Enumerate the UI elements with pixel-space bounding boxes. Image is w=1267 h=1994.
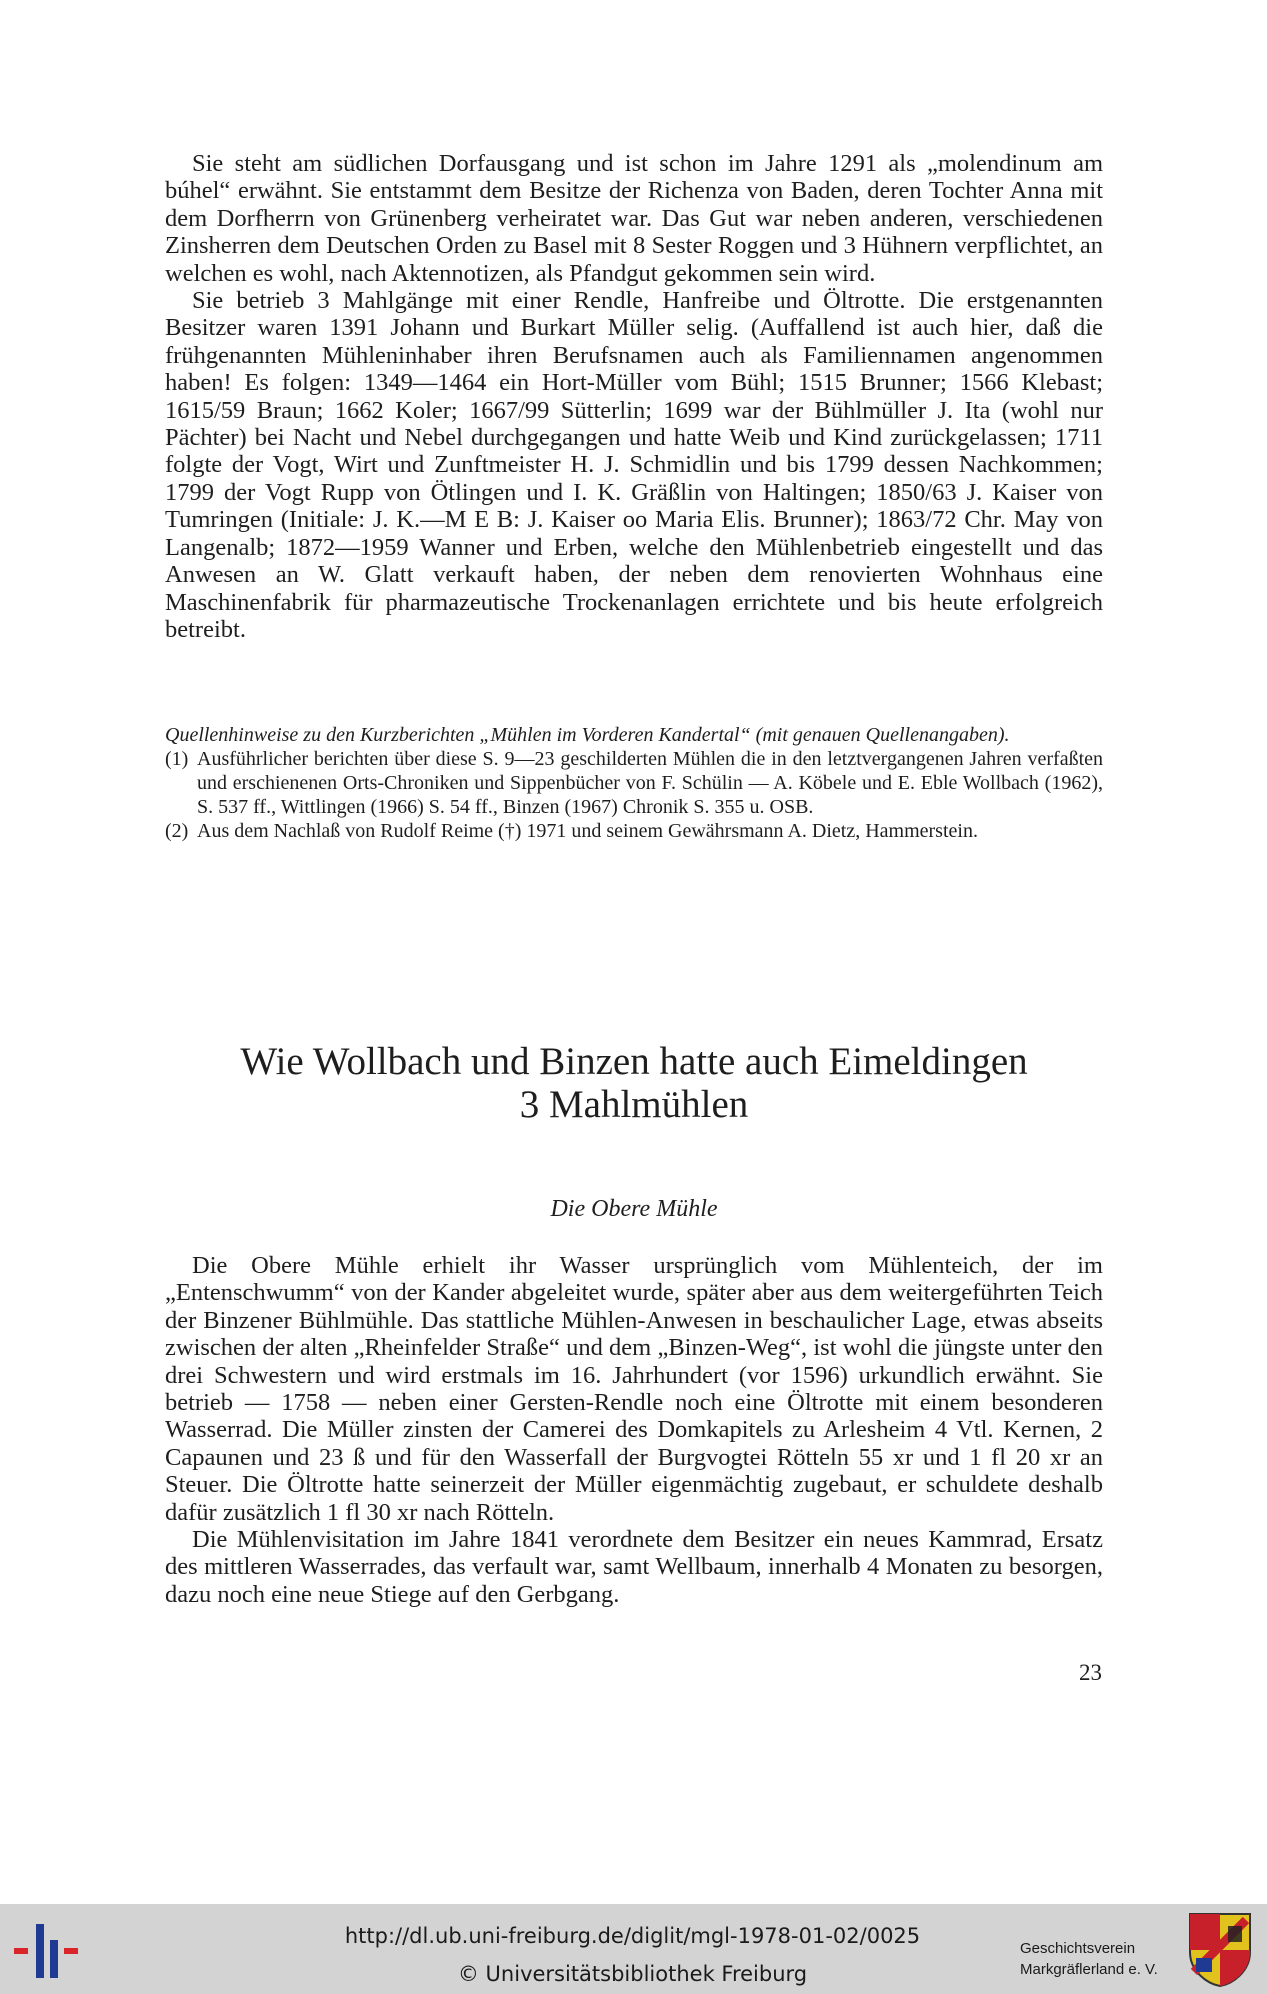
ub-freiburg-logo-icon[interactable] xyxy=(12,1918,82,1982)
page-number: 23 xyxy=(1079,1660,1102,1685)
paragraph: Sie steht am südlichen Dorfausgang und ist schon im Jahre 1291 als „molendinum am búhel“ erwähnt. Sie entstammt dem Besitze der Richenza von Baden, deren Tochter Anna mit dem Dorfherrn von Grünenberg verheiratet war. Das Gut war neben anderen, verschiedenen Zinsherren dem Deutschen Orden zu Basel mit 8 Sester Roggen und 3 Hühnern verpflichtet, an welchen es wohl, nach Aktennotizen, als Pfandgut gekommen sein wird. xyxy=(165,150,1103,287)
footnote-item xyxy=(165,819,1103,843)
chapter-heading-line2: 3 Mahlmühlen xyxy=(519,1083,749,1126)
footnote-item xyxy=(165,747,1103,819)
publisher-line2: Markgräflerland e. V. xyxy=(1020,1961,1158,1978)
footnotes xyxy=(165,724,1103,843)
footnote-list xyxy=(165,747,1103,843)
paragraph: Sie betrieb 3 Mahlgänge mit einer Rendle, Hanfreibe und Öltrotte. Die erstgenannten Besitzer waren 1391 Johann und Burkart Müller selig. (Auffallend ist auch hier, daß die frühgenannten Mühleninhaber ihren Berufsnamen auch als Familiennamen angenommen haben! Es folgen: 1349—1464 ein Hort-Müller vom Bühl; 1515 Brunner; 1566 Klebast; 1615/59 Braun; 1662 Koler; 1667/99 Sütterlin; 1699 war der Bühlmüller J. Ita (wohl nur Pächter) bei Nacht und Nebel durchgegangen und hatte Weib und Kind zurückgelassen; 1711 folgte der Vogt, Wirt und Zunftmeister H. J. Schmidlin und bis 1799 dessen Nachkommen; 1799 der Vogt Rupp von Ötlingen und I. K. Gräßlin von Haltingen; 1850/63 J. Kaiser von Tumringen (Initiale: J. K.—M E B: J. Kaiser oo Maria Elis. Brunner); 1863/72 Chr. May von Langenalb; 1872—1959 Wanner und Erben, welche den Mühlenbetrieb eingestellt und das Anwesen an W. Glatt verkauft haben, der neben dem renovierten Wohnhaus eine Maschinenfabrik für pharmazeutische Trockenanlagen errichtete und bis heute erfolgreich betreibt. xyxy=(165,287,1103,643)
publisher-name xyxy=(1020,1938,1158,1980)
paragraph: Die Mühlenvisitation im Jahre 1841 verordnete dem Besitzer ein neues Kammrad, Ersatz des mittleren Wasserrades, das verfault war, samt Wellbaum, innerhalb 4 Monaten zu besorgen, dazu noch eine neue Stiege auf den Gerbgang. xyxy=(165,1526,1103,1608)
text-block-bottom xyxy=(165,1252,1103,1608)
text-block-top xyxy=(165,150,1103,643)
chapter-heading-line1: Wie Wollbach und Binzen hatte auch Eimeldingen xyxy=(240,1040,1028,1083)
chapter-heading xyxy=(165,1040,1103,1126)
publisher-line1: Geschichtsverein xyxy=(1020,1940,1136,1957)
footnote-number: (2) xyxy=(165,820,189,842)
viewer-footer xyxy=(0,1904,1267,1994)
coat-of-arms-icon[interactable] xyxy=(1188,1912,1252,1988)
footnotes-title: Quellenhinweise zu den Kurzberichten „Mühlen im Vorderen Kandertal“ (mit genauen Quellenangaben). xyxy=(165,724,1010,746)
footnote-number: (1) xyxy=(165,748,189,770)
footnote-text: Ausführlicher berichten über diese S. 9—23 geschilderten Mühlen die in den letztvergangenen Jahren verfaßten und erschienenen Orts-Chroniken und Sippenbücher von F. Schülin — A. Köbele und E. Eble Wollbach (1962), S. 537 ff., Wittlingen (1966) S. 54 ff., Binzen (1967) Chronik S. 355 u. OSB. xyxy=(197,748,1103,818)
paragraph: Die Obere Mühle erhielt ihr Wasser ursprünglich vom Mühlenteich, der im „Entenschwumm“ von der Kander abgeleitet wurde, später aber aus dem weitergeführten Teich der Binzener Bühlmühle. Das stattliche Mühlen-Anwesen in beschaulicher Lage, etwas abseits zwischen der alten „Rheinfelder Straße“ und dem „Binzen-Weg“, ist wohl die jüngste unter den drei Schwestern und wird erstmals im 16. Jahrhundert (vor 1596) urkundlich erwähnt. Sie betrieb — 1758 — neben einer Gersten-Rendle noch eine Öltrotte mit einem besonderen Wasserrad. Die Müller zinsten der Camerei des Domkapitels zu Arlesheim 4 Vtl. Kernen, 2 Capaunen und 23 ß und für den Wasserfall der Burgvogtei Rötteln 55 xr und 1 fl 20 xr an Steuer. Die Öltrotte hatte seinerzeit der Müller eigenmächtig zugebaut, er schuldete deshalb dafür zusätzlich 1 fl 30 xr nach Rötteln. xyxy=(165,1252,1103,1526)
section-heading: Die Obere Mühle xyxy=(550,1196,718,1222)
copyright-text: © Universitätsbibliothek Freiburg xyxy=(457,1962,808,1986)
source-url-link[interactable]: http://dl.ub.uni-freiburg.de/diglit/mgl-1978-01-02/0025 xyxy=(344,1924,921,1948)
footnote-text: Aus dem Nachlaß von Rudolf Reime (†) 1971 und seinem Gewährsmann A. Dietz, Hammerstein. xyxy=(197,820,978,842)
